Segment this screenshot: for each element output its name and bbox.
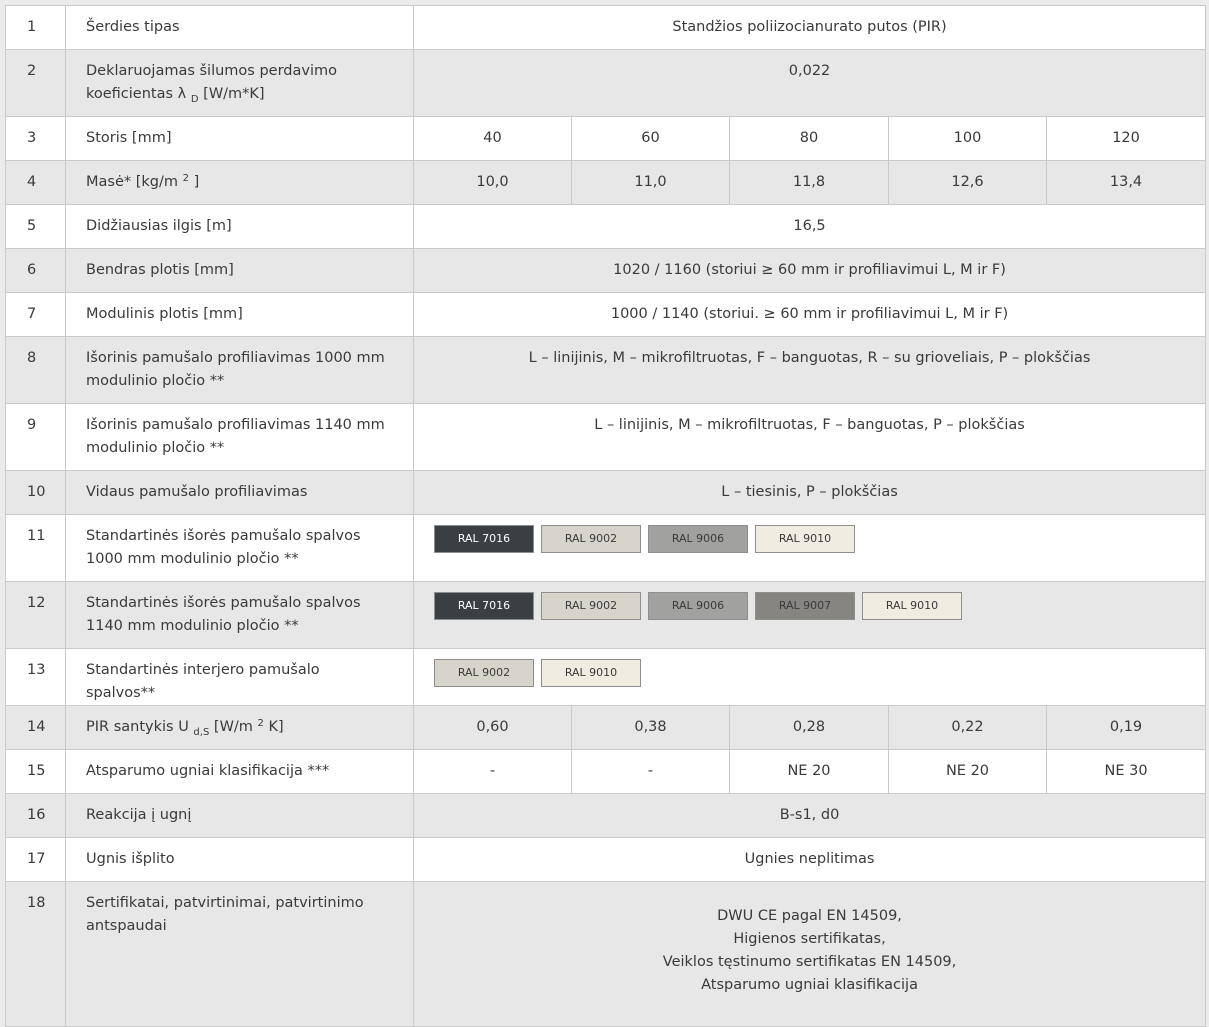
u-value: 0,22 — [889, 706, 1047, 750]
row-number: 5 — [6, 205, 66, 249]
color-swatch-cell — [414, 582, 1206, 649]
label-text: [W/m*K] — [203, 86, 265, 102]
table-row — [6, 205, 1206, 249]
label-text: Masė* [kg/m — [86, 174, 178, 190]
row-number: 2 — [6, 50, 66, 117]
color-swatch: RAL 9006 — [648, 592, 748, 620]
row-value: Ugnies neplitimas — [414, 838, 1206, 882]
row-label: Standartinės interjero pamušalo spalvos** — [66, 649, 414, 706]
thickness-value: 120 — [1047, 117, 1206, 161]
row-number: 15 — [6, 750, 66, 794]
thickness-value: 40 — [414, 117, 572, 161]
certificate-line: DWU CE pagal EN 14509, — [717, 908, 902, 924]
row-label: Išorinis pamušalo profiliavimas 1000 mm modulinio pločio ** — [66, 337, 414, 404]
row-label — [66, 50, 414, 117]
row-label: Reakcija į ugnį — [66, 794, 414, 838]
row-label — [66, 161, 414, 205]
fire-class-value: NE 20 — [730, 750, 889, 794]
row-value: Standžios poliizocianurato putos (PIR) — [414, 6, 1206, 50]
table-row — [6, 882, 1206, 1027]
certificate-line: Atsparumo ugniai klasifikacija — [701, 977, 918, 993]
row-number: 9 — [6, 404, 66, 471]
color-swatch: RAL 9002 — [541, 592, 641, 620]
row-number: 6 — [6, 249, 66, 293]
certificates-list — [414, 882, 1206, 1027]
row-number: 13 — [6, 649, 66, 706]
row-label: Bendras plotis [mm] — [66, 249, 414, 293]
table-row — [6, 515, 1206, 582]
color-swatch-list — [414, 515, 1205, 553]
color-swatch-cell — [414, 649, 1206, 706]
color-swatch: RAL 9002 — [434, 659, 534, 687]
table-row — [6, 50, 1206, 117]
color-swatch: RAL 9007 — [755, 592, 855, 620]
label-text: ] — [193, 174, 200, 190]
table-row — [6, 6, 1206, 50]
row-value: L – linijinis, M – mikrofiltruotas, F – banguotas, R – su grioveliais, P – plokščias — [414, 337, 1206, 404]
row-label — [66, 706, 414, 750]
specification-table — [5, 5, 1206, 1027]
row-label: Modulinis plotis [mm] — [66, 293, 414, 337]
color-swatch: RAL 9006 — [648, 525, 748, 553]
label-text: [W/m — [213, 719, 253, 735]
row-label: Didžiausias ilgis [m] — [66, 205, 414, 249]
row-label: Ugnis išplito — [66, 838, 414, 882]
table-row — [6, 649, 1206, 706]
table-row — [6, 293, 1206, 337]
row-label: Išorinis pamušalo profiliavimas 1140 mm modulinio pločio ** — [66, 404, 414, 471]
row-value: 1000 / 1140 (storiui. ≥ 60 mm ir profiliavimui L, M ir F) — [414, 293, 1206, 337]
row-number: 1 — [6, 6, 66, 50]
mass-value: 11,0 — [572, 161, 730, 205]
table-row — [6, 794, 1206, 838]
u-value: 0,19 — [1047, 706, 1206, 750]
label-text: K] — [268, 719, 284, 735]
table-row — [6, 249, 1206, 293]
row-value: 1020 / 1160 (storiui ≥ 60 mm ir profiliavimui L, M ir F) — [414, 249, 1206, 293]
row-number: 18 — [6, 882, 66, 1027]
label-subscript: d,S — [193, 727, 210, 738]
row-number: 12 — [6, 582, 66, 649]
thickness-value: 60 — [572, 117, 730, 161]
mass-value: 12,6 — [889, 161, 1047, 205]
table-row — [6, 750, 1206, 794]
label-superscript: 2 — [257, 718, 264, 729]
table-row — [6, 161, 1206, 205]
table-row — [6, 337, 1206, 404]
row-label: Sertifikatai, patvirtinimai, patvirtinimo antspaudai — [66, 882, 414, 1027]
row-label: Atsparumo ugniai klasifikacija *** — [66, 750, 414, 794]
row-value: 16,5 — [414, 205, 1206, 249]
label-text: PIR santykis U — [86, 719, 189, 735]
row-number: 3 — [6, 117, 66, 161]
u-value: 0,38 — [572, 706, 730, 750]
u-value: 0,28 — [730, 706, 889, 750]
fire-class-value: NE 20 — [889, 750, 1047, 794]
row-value: 0,022 — [414, 50, 1206, 117]
fire-class-value: NE 30 — [1047, 750, 1206, 794]
thickness-value: 100 — [889, 117, 1047, 161]
row-value: L – tiesinis, P – plokščias — [414, 471, 1206, 515]
mass-value: 13,4 — [1047, 161, 1206, 205]
u-value: 0,60 — [414, 706, 572, 750]
row-label: Šerdies tipas — [66, 6, 414, 50]
color-swatch: RAL 7016 — [434, 592, 534, 620]
row-number: 7 — [6, 293, 66, 337]
color-swatch-list — [414, 582, 1205, 620]
row-label: Vidaus pamušalo profiliavimas — [66, 471, 414, 515]
color-swatch: RAL 9010 — [755, 525, 855, 553]
table-row — [6, 471, 1206, 515]
certificate-line: Veiklos tęstinumo sertifikatas EN 14509, — [662, 954, 957, 970]
row-number: 8 — [6, 337, 66, 404]
fire-class-value: - — [572, 750, 730, 794]
mass-value: 10,0 — [414, 161, 572, 205]
color-swatch: RAL 7016 — [434, 525, 534, 553]
table-row — [6, 582, 1206, 649]
color-swatch-cell — [414, 515, 1206, 582]
table-row — [6, 838, 1206, 882]
row-value: B-s1, d0 — [414, 794, 1206, 838]
row-number: 17 — [6, 838, 66, 882]
row-label: Standartinės išorės pamušalo spalvos 1000 mm modulinio pločio ** — [66, 515, 414, 582]
table-row — [6, 706, 1206, 750]
table-row — [6, 117, 1206, 161]
row-number: 10 — [6, 471, 66, 515]
row-label: Standartinės išorės pamušalo spalvos 1140 mm modulinio pločio ** — [66, 582, 414, 649]
label-superscript: 2 — [182, 173, 189, 184]
row-value: L – linijinis, M – mikrofiltruotas, F – banguotas, P – plokščias — [414, 404, 1206, 471]
label-text: Deklaruojamas šilumos perdavimo koeficientas λ — [86, 63, 337, 102]
certificate-line: Higienos sertifikatas, — [733, 931, 886, 947]
thickness-value: 80 — [730, 117, 889, 161]
mass-value: 11,8 — [730, 161, 889, 205]
fire-class-value: - — [414, 750, 572, 794]
label-subscript: D — [190, 94, 199, 105]
color-swatch-list — [414, 649, 1205, 687]
row-number: 4 — [6, 161, 66, 205]
row-number: 14 — [6, 706, 66, 750]
row-number: 16 — [6, 794, 66, 838]
table-row — [6, 404, 1206, 471]
row-number: 11 — [6, 515, 66, 582]
row-label: Storis [mm] — [66, 117, 414, 161]
color-swatch: RAL 9010 — [541, 659, 641, 687]
color-swatch: RAL 9010 — [862, 592, 962, 620]
color-swatch: RAL 9002 — [541, 525, 641, 553]
